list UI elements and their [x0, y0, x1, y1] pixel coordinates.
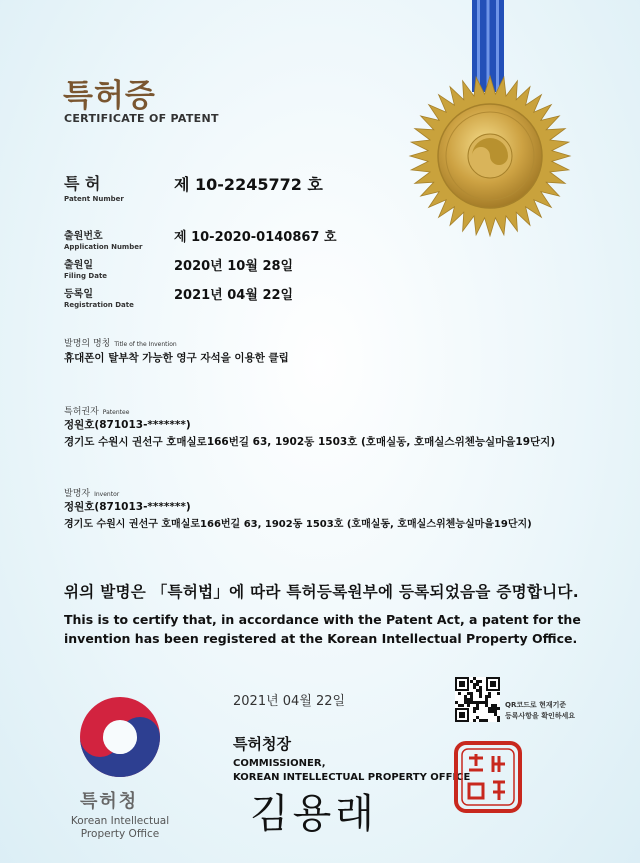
- application-label-en: Application Number: [64, 243, 143, 251]
- filing-label-en: Filing Date: [64, 272, 108, 280]
- kipo-logo-english-line-2: Property Office: [80, 828, 160, 840]
- qr-code-note: [505, 700, 575, 722]
- qr-module: [488, 707, 491, 710]
- inventor-address: 경기도 수원시 권선구 호매실로166번길 63, 1902동 1503호 (호매실동, 호매실스위첸능실마을19단지): [64, 519, 532, 530]
- qr-module: [491, 704, 494, 707]
- invention-title-value: 휴대폰이 탈부착 가능한 영구 자석을 이용한 클립: [64, 352, 289, 364]
- registration-label-ko: 등록일: [64, 289, 93, 300]
- official-red-stamp-icon: [453, 740, 523, 814]
- filing-label-ko: 출원일: [64, 260, 93, 271]
- filing-date-label: [64, 256, 107, 280]
- inventor-label: [64, 486, 119, 499]
- application-number-value: 제 10-2020-0140867 호: [174, 230, 337, 245]
- qr-module: [464, 701, 467, 704]
- patentee-label-ko: 특허권자: [64, 407, 99, 417]
- qr-module: [470, 680, 473, 683]
- qr-module: [473, 677, 476, 680]
- qr-module: [470, 701, 473, 704]
- qr-module: [479, 719, 482, 722]
- qr-module: [494, 713, 497, 716]
- application-number-label: [64, 227, 142, 251]
- qr-module: [461, 704, 464, 707]
- patent-label-ko: 특 허: [64, 174, 101, 193]
- filing-date-value: 2020년 10월 28일: [174, 259, 294, 274]
- qr-module: [482, 701, 485, 704]
- qr-module: [485, 701, 488, 704]
- issue-date: 2021년 04월 22일: [233, 694, 346, 709]
- qr-code-icon[interactable]: [455, 677, 500, 722]
- qr-module: [479, 692, 482, 695]
- qr-module: [485, 719, 488, 722]
- qr-module: [473, 686, 476, 689]
- application-label-ko: 출원번호: [64, 231, 103, 242]
- qr-module: [455, 701, 458, 704]
- qr-module: [467, 692, 470, 695]
- qr-module: [497, 692, 500, 695]
- qr-module: [482, 719, 485, 722]
- qr-module: [467, 698, 470, 701]
- registration-date-label: [64, 285, 134, 309]
- qr-module: [488, 710, 491, 713]
- invention-label-en: Title of the Invention: [114, 341, 177, 348]
- qr-module: [479, 689, 482, 692]
- qr-module: [494, 710, 497, 713]
- qr-note-line-2: 등록사항을 확인하세요: [505, 712, 576, 720]
- qr-module: [491, 710, 494, 713]
- commissioner-signature: 김용래: [250, 791, 378, 837]
- kipo-logo-english-line-1: Korean Intellectual: [70, 815, 170, 827]
- qr-module: [470, 695, 473, 698]
- invention-title-label: [64, 336, 177, 349]
- registration-label-en: Registration Date: [64, 301, 134, 309]
- qr-module: [479, 680, 482, 683]
- invention-label-ko: 발명의 명칭: [64, 339, 111, 349]
- kipo-taegeuk-logo-icon: [78, 695, 162, 779]
- patent-number-label: [64, 171, 124, 203]
- certification-statement-korean: 위의 발명은 「특허법」에 따라 특허등록원부에 등록되었음을 증명합니다.: [64, 583, 579, 601]
- certificate-title-english: CERTIFICATE OF PATENT: [64, 112, 219, 125]
- certificate-title-korean: 특허증: [63, 78, 156, 114]
- qr-module: [473, 683, 476, 686]
- qr-module: [473, 701, 476, 704]
- qr-module: [464, 695, 467, 698]
- patentee-address: 경기도 수원시 권선구 호매실로166번길 63, 1902동 1503호 (호매실동, 호매실스위첸능실마을19단지): [64, 436, 556, 448]
- qr-module: [479, 686, 482, 689]
- qr-module: [464, 698, 467, 701]
- qr-module: [479, 701, 482, 704]
- inventor-label-en: Inventor: [94, 491, 120, 498]
- qr-module: [497, 719, 500, 722]
- inventor-name: 정원호(871013-*******): [64, 501, 191, 513]
- qr-module: [485, 695, 488, 698]
- registration-date-value: 2021년 04월 22일: [174, 288, 294, 303]
- qr-module: [467, 701, 470, 704]
- patentee-label-en: Patentee: [102, 409, 130, 416]
- qr-module: [476, 701, 479, 704]
- inventor-label-ko: 발명자: [64, 489, 91, 499]
- commissioner-title-english: [233, 757, 470, 785]
- qr-module: [470, 692, 473, 695]
- qr-module: [473, 707, 476, 710]
- qr-module: [494, 707, 497, 710]
- qr-module: [473, 719, 476, 722]
- qr-module: [476, 680, 479, 683]
- commissioner-title-korean: 특허청장: [233, 735, 291, 753]
- qr-module: [458, 704, 461, 707]
- qr-module: [491, 707, 494, 710]
- qr-module: [488, 695, 491, 698]
- kipo-logo-english: [60, 815, 180, 841]
- qr-module: [458, 692, 461, 695]
- qr-module: [473, 710, 476, 713]
- qr-module: [470, 698, 473, 701]
- patent-number-value: 제 10-2245772 호: [174, 175, 323, 194]
- qr-module: [485, 704, 488, 707]
- qr-module: [467, 704, 470, 707]
- patentee-name: 정원호(871013-*******): [64, 419, 191, 431]
- qr-note-line-1: QR코드로 현재기준: [505, 701, 567, 709]
- commissioner-line-2: KOREAN INTELLECTUAL PROPERTY OFFICE: [233, 772, 471, 783]
- qr-module: [485, 698, 488, 701]
- patent-label-en: Patent Number: [64, 195, 124, 203]
- qr-module: [479, 695, 482, 698]
- commissioner-line-1: COMMISSIONER,: [233, 758, 326, 769]
- qr-module: [497, 716, 500, 719]
- qr-module: [476, 716, 479, 719]
- qr-module: [476, 707, 479, 710]
- qr-module: [488, 692, 491, 695]
- qr-module: [476, 704, 479, 707]
- certification-statement-english: This is to certify that, in accordance with the Patent Act, a patent for the invention has been registered at the Korean Intellectual Property Office.: [64, 612, 581, 646]
- qr-module: [476, 689, 479, 692]
- qr-module: [494, 704, 497, 707]
- qr-module: [476, 683, 479, 686]
- qr-module: [497, 707, 500, 710]
- kipo-logo-korean: 특허청: [80, 791, 139, 812]
- patentee-label: [64, 404, 129, 417]
- gold-seal-icon: [408, 74, 572, 238]
